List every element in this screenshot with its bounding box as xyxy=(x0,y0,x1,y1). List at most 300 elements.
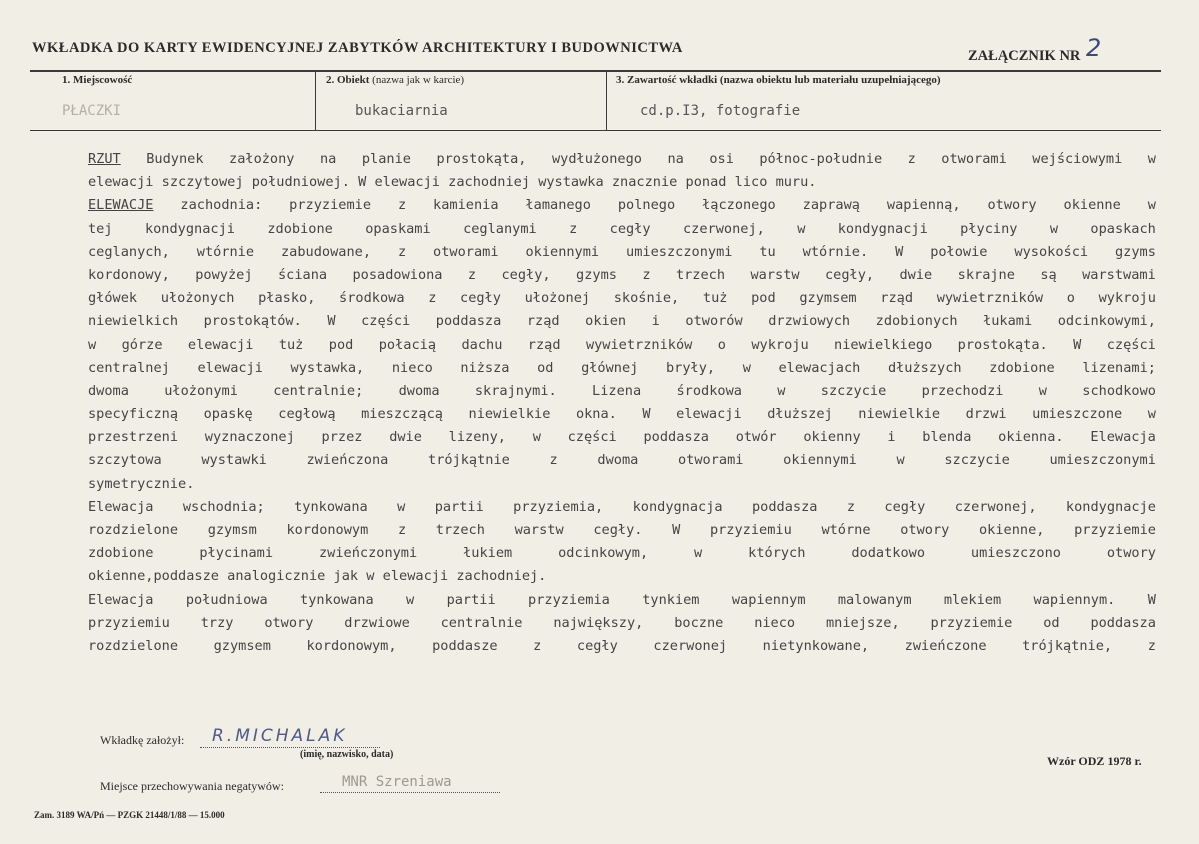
body-word: blenda xyxy=(922,429,972,446)
body-word: w xyxy=(366,568,383,585)
body-line xyxy=(88,589,1156,612)
body-word: o xyxy=(1066,290,1075,307)
body-word: trzy xyxy=(200,614,234,631)
body-word: W xyxy=(642,406,651,423)
body-word: pod xyxy=(751,290,776,307)
body-word: analogicznie xyxy=(227,568,334,585)
body-word: północ-południe xyxy=(759,151,883,167)
body-word: elewacji xyxy=(197,359,263,376)
body-word: w xyxy=(1049,220,1059,237)
body-line xyxy=(88,380,1156,403)
body-word: w xyxy=(1147,406,1156,423)
negatives-line xyxy=(320,792,500,793)
body-word: cegły xyxy=(884,498,926,515)
body-word: specyficzną xyxy=(88,406,179,423)
body-word: wystawka xyxy=(538,174,612,191)
body-word: prostokątów. xyxy=(203,313,302,330)
body-word: schodkowo xyxy=(1082,382,1156,399)
body-word: głównej xyxy=(581,359,639,376)
body-word: niewielkie xyxy=(468,406,551,423)
body-word: łamanego xyxy=(525,197,591,214)
form-model: Wzór ODZ 1978 r. xyxy=(1047,754,1142,768)
negatives-label: Miejsce przechowywania negatywów: xyxy=(100,779,284,793)
body-line xyxy=(88,542,1156,565)
body-word: w xyxy=(88,336,97,353)
body-word: centralnej xyxy=(88,359,170,376)
body-line xyxy=(88,241,1156,264)
body-word: płyciny xyxy=(960,220,1018,237)
top-rule xyxy=(30,70,1161,72)
body-word: w xyxy=(1147,151,1156,167)
body-word: kamienia xyxy=(433,197,499,214)
body-word: ułożonymi xyxy=(164,382,238,399)
body-word: szczycie xyxy=(944,452,1010,469)
body-word: cegły xyxy=(609,220,651,237)
body-line xyxy=(88,449,1156,472)
body-line xyxy=(88,171,1156,194)
body-line xyxy=(88,310,1156,333)
body-word: umieszczonymi xyxy=(626,243,733,260)
body-word: mieszczącą xyxy=(361,406,443,423)
body-word: drzwiowych xyxy=(768,313,851,330)
body-word: przestrzeni xyxy=(88,429,179,446)
body-word: W xyxy=(672,522,681,538)
body-word: elewacjach xyxy=(778,359,861,376)
body-word: południowej. xyxy=(251,174,359,191)
body-line xyxy=(88,565,1156,588)
body-word: dwoma xyxy=(398,382,440,399)
body-word: pod xyxy=(328,336,354,353)
body-word: otwory xyxy=(1106,545,1156,562)
body-word: wysokości xyxy=(1014,243,1089,260)
body-line xyxy=(88,148,1156,171)
body-word: z xyxy=(846,498,856,515)
body-word: umieszczono xyxy=(970,545,1061,562)
body-word: części xyxy=(1106,336,1156,353)
body-word: poddasze xyxy=(432,637,498,654)
body-word: o xyxy=(717,336,726,353)
body-word: ceglanymi xyxy=(463,220,537,237)
body-word: poddasza xyxy=(751,498,818,515)
body-word: tuż xyxy=(702,290,728,307)
body-word: rozdzielone xyxy=(88,637,179,654)
signature-value: R.MICHALAK xyxy=(212,726,348,746)
body-word: Elewacja xyxy=(1090,429,1156,446)
body-word: dwie xyxy=(389,429,422,446)
body-word: wystawka, xyxy=(290,359,365,376)
annex-number: 2 xyxy=(1086,34,1102,62)
body-word: warstw xyxy=(514,522,564,538)
body-word: okienne, xyxy=(978,522,1045,538)
content-note: (nazwa obiektu lub materiału uzupełniającego) xyxy=(719,74,941,86)
body-word: zdobione xyxy=(267,220,333,237)
annex-label xyxy=(968,34,1102,66)
body-word: z xyxy=(1147,637,1156,654)
body-word: symetrycznie. xyxy=(88,475,195,492)
body-word: Elewacja xyxy=(88,591,154,608)
body-word: części xyxy=(567,429,617,446)
column-divider-1 xyxy=(315,70,316,131)
body-word: od xyxy=(1043,614,1060,631)
body-word: poddasza xyxy=(643,429,709,446)
locality-label: 1. Miejscowość xyxy=(62,74,133,86)
body-word: przez xyxy=(321,429,363,446)
body-word: otworów xyxy=(685,313,743,330)
body-word: elewacji xyxy=(676,406,742,423)
body-word: nieco xyxy=(391,359,433,376)
body-word: kondygnacje xyxy=(1065,498,1156,515)
description-body xyxy=(88,148,1156,658)
body-word: na xyxy=(319,151,337,167)
body-word: zwieńczone xyxy=(904,637,987,654)
body-word: górze xyxy=(121,336,163,353)
body-word: umieszczone xyxy=(1032,406,1123,423)
body-line xyxy=(88,426,1156,449)
body-word: kondygnacja xyxy=(632,498,723,515)
body-word: W xyxy=(1147,591,1156,608)
body-word: niewielkich xyxy=(88,313,179,330)
body-word: drzwi xyxy=(965,406,1007,423)
body-word: z xyxy=(642,266,651,283)
body-word: połacią xyxy=(378,336,437,353)
body-word: niższa xyxy=(460,359,510,376)
body-word: odcinkowym, xyxy=(558,545,649,562)
body-word: przyziemia xyxy=(528,591,610,608)
body-word: elewacji xyxy=(88,174,162,191)
body-word: zabudowane, xyxy=(280,243,372,260)
body-word: wapiennym xyxy=(731,591,806,608)
body-line xyxy=(88,194,1156,217)
body-word: dwoma xyxy=(597,452,639,469)
signature-note: (imię, nazwisko, data) xyxy=(300,749,394,760)
body-word: bryły, xyxy=(665,359,716,376)
body-word: łukiem xyxy=(463,545,513,562)
body-line xyxy=(88,287,1156,310)
body-word: powyżej xyxy=(195,266,253,283)
body-word: drzwiowe xyxy=(344,614,410,631)
body-word: warstwami xyxy=(1082,266,1156,283)
body-word: okiennymi xyxy=(525,243,600,260)
body-word: kondygnacji xyxy=(144,220,235,237)
body-word: wtórnie. xyxy=(802,243,869,260)
body-word: umieszczonymi xyxy=(1049,452,1156,469)
body-word: rząd xyxy=(880,290,914,307)
body-word: skrajne xyxy=(957,266,1015,283)
body-word: od xyxy=(537,359,554,376)
body-word: osi xyxy=(709,151,734,167)
body-word: i xyxy=(887,429,896,446)
body-word: wykroju xyxy=(751,336,809,353)
body-word: wykroju xyxy=(1098,290,1156,307)
body-word: opaskę xyxy=(203,406,253,423)
body-word: niewielkie xyxy=(858,406,941,423)
body-word: wyznaczonej xyxy=(204,429,295,446)
body-line xyxy=(88,334,1156,357)
body-word: otwory xyxy=(900,522,950,538)
body-word: dwie xyxy=(899,266,933,283)
body-word: tynkiem xyxy=(642,591,700,608)
body-word: ponad xyxy=(685,174,735,191)
body-word: skrajnymi. xyxy=(474,382,557,399)
print-info: Zam. 3189 WA/Pń — PZGK 21448/1/88 — 15.000 xyxy=(34,810,225,820)
body-word: są xyxy=(1040,266,1057,283)
body-word: kordonowym xyxy=(286,522,369,538)
body-word: przyziemia, xyxy=(513,498,604,515)
body-word: otwór xyxy=(735,429,777,446)
locality-value: PŁACZKI xyxy=(62,103,122,119)
body-word: rozdzielone xyxy=(88,522,179,538)
body-word: zachodnia: xyxy=(180,197,263,214)
body-word: nieco xyxy=(754,614,796,631)
body-word: w xyxy=(896,452,905,469)
body-word: zdobione xyxy=(88,545,154,562)
body-word: ELEWACJE xyxy=(88,197,154,214)
body-word: tynkowana xyxy=(294,498,368,515)
body-word: okienne,poddasze xyxy=(88,568,228,585)
signature-label: Wkładkę założył: xyxy=(100,733,185,747)
body-word: gzymsem xyxy=(799,290,857,307)
body-word: posadowiona xyxy=(352,266,443,283)
body-word: lico xyxy=(734,174,776,191)
body-word: przyziemie xyxy=(1074,522,1156,538)
body-line xyxy=(88,635,1156,658)
body-word: gzymsm xyxy=(207,522,257,538)
content-label: 3. Zawartość wkładki xyxy=(616,74,718,86)
body-word: trójkątnie, xyxy=(1022,637,1113,654)
body-word: w xyxy=(797,220,806,237)
body-word: gzymsem xyxy=(213,637,271,654)
body-word: RZUT xyxy=(88,151,121,167)
body-word: szczytowa xyxy=(88,452,162,469)
body-word: otworami xyxy=(433,243,499,260)
object-label: 2. Obiekt xyxy=(326,74,370,86)
body-word: rząd xyxy=(527,336,561,353)
body-word: dwoma xyxy=(88,382,129,399)
body-word: z xyxy=(549,452,558,469)
body-word: otwory xyxy=(264,614,314,631)
body-line xyxy=(88,218,1156,241)
body-word: szczycie xyxy=(820,382,887,399)
body-word: w xyxy=(406,591,415,608)
body-word: których xyxy=(748,545,806,562)
form-title: WKŁADKA DO KARTY EWIDENCYJNEJ ZABYTKÓW ARCHITEKTURY I BUDOWNICTWA xyxy=(32,40,683,56)
body-line xyxy=(88,403,1156,426)
body-word: mlekiem xyxy=(943,591,1002,608)
body-word: prostokąta. xyxy=(957,336,1048,353)
body-word: zwieńczona xyxy=(306,452,389,469)
body-word: tej xyxy=(88,220,113,237)
body-word: wywietrzników xyxy=(585,336,693,353)
object-header xyxy=(326,74,464,86)
body-word: W xyxy=(1073,336,1082,353)
body-word: trzech xyxy=(435,522,485,538)
body-line xyxy=(88,473,1156,496)
body-word: główek xyxy=(88,290,138,307)
body-word: zwieńczonymi xyxy=(318,545,418,562)
body-word: znacznie xyxy=(611,174,686,191)
body-word: okna. xyxy=(575,406,617,423)
body-word: ułożonych xyxy=(160,290,235,307)
body-word: z xyxy=(397,243,407,260)
body-line xyxy=(88,496,1156,519)
body-word: cegły, xyxy=(501,266,551,283)
body-word: największy, xyxy=(553,614,644,631)
body-word: odcinkowymi, xyxy=(1057,313,1156,330)
body-word: poddasza xyxy=(1090,614,1156,631)
body-word: otworami xyxy=(941,151,1007,167)
body-word: z xyxy=(467,266,477,283)
body-word: przyziemie xyxy=(930,614,1013,631)
body-word: planie xyxy=(361,151,411,167)
body-word: warstw xyxy=(750,266,800,283)
body-word: Lizena xyxy=(592,382,642,399)
annex-label-text: ZAŁĄCZNIK NR xyxy=(968,48,1081,64)
body-word: z xyxy=(428,290,437,307)
body-word: przyziemie xyxy=(289,197,372,214)
body-word: ceglanych, xyxy=(88,243,170,260)
body-word: okiennymi xyxy=(783,452,857,469)
body-word: W xyxy=(358,174,375,191)
body-word: połowie xyxy=(930,243,988,260)
body-word: opaskami xyxy=(365,220,431,237)
body-word: prostokąta, xyxy=(436,151,527,167)
body-word: w xyxy=(694,545,703,562)
object-note: (nazwa jak w karcie) xyxy=(372,74,465,86)
body-word: boczne xyxy=(674,614,724,631)
body-word: trzech xyxy=(675,266,726,283)
body-word: kordonowym, xyxy=(306,637,397,654)
body-word: wywietrzników xyxy=(936,290,1044,307)
body-word: gzyms xyxy=(1115,243,1156,260)
body-word: W xyxy=(895,243,904,260)
body-word: lizenami; xyxy=(1082,359,1156,376)
body-word: skośnie, xyxy=(613,290,680,307)
body-word: elewacji xyxy=(374,174,449,191)
body-word: Budynek xyxy=(146,151,204,167)
body-word: cegły xyxy=(576,637,618,654)
body-word: środkowa xyxy=(676,382,742,399)
body-word: wapienną, xyxy=(886,197,961,214)
body-word: z xyxy=(533,637,542,654)
body-word: przechodzi xyxy=(921,382,1004,399)
body-word: i xyxy=(651,313,660,330)
body-word: lizeny, xyxy=(448,429,506,446)
body-word: południowa xyxy=(185,591,268,608)
body-word: cegłową xyxy=(278,406,336,423)
body-word: gzyms xyxy=(576,266,617,283)
body-word: w xyxy=(1147,197,1156,214)
body-word: z xyxy=(907,151,916,167)
body-word: dodatkowo xyxy=(851,545,926,562)
body-word: muru. xyxy=(775,174,817,191)
body-word: w xyxy=(742,359,751,376)
body-word: niewielkiego xyxy=(834,336,933,353)
body-word: w xyxy=(397,498,406,515)
body-word: mniejsze, xyxy=(825,614,900,631)
body-word: wydłużonego xyxy=(551,151,642,167)
body-word: części xyxy=(361,313,411,330)
body-word: ułożonej xyxy=(524,290,591,307)
body-word: cegły. xyxy=(593,522,643,538)
body-word: założony xyxy=(229,151,295,167)
body-word: rząd xyxy=(526,313,560,330)
body-word: łukami xyxy=(983,313,1033,330)
body-word: nietynkowane, xyxy=(762,637,870,654)
body-word: wtórnie xyxy=(196,243,255,260)
body-word: dachu xyxy=(461,336,503,353)
body-word: wapiennym. xyxy=(1033,591,1116,608)
body-word: wystawki xyxy=(201,452,267,469)
body-word: wschodnia; xyxy=(182,498,265,515)
body-word: na xyxy=(667,151,684,167)
body-word: malowanym xyxy=(837,591,912,608)
content-value: cd.p.I3, fotografie xyxy=(640,103,801,119)
body-word: tu xyxy=(759,243,776,260)
body-word: z xyxy=(397,197,407,214)
body-word: elewacji xyxy=(382,568,457,585)
body-word: okienna. xyxy=(998,429,1064,446)
body-word: partii xyxy=(434,498,484,515)
body-word: polnego xyxy=(617,197,676,214)
body-word: przyziemiu xyxy=(709,522,792,538)
body-word: płasko, xyxy=(258,290,316,307)
body-word: dłuższych xyxy=(887,359,962,376)
object-value: bukaciarnia xyxy=(355,103,448,119)
body-word: wejściowymi xyxy=(1032,151,1123,167)
locality-header xyxy=(62,74,132,86)
negatives-value: MNR Szreniawa xyxy=(342,774,452,790)
body-word: zachodniej. xyxy=(456,568,547,585)
body-word: opaskach xyxy=(1090,220,1156,237)
body-word: z xyxy=(397,522,407,538)
body-word: W xyxy=(327,313,336,330)
body-word: środkowa xyxy=(339,290,405,307)
body-word: jak xyxy=(333,568,367,585)
body-word: cegły xyxy=(460,290,501,307)
body-word: w xyxy=(1038,382,1047,399)
body-word: poddasza xyxy=(435,313,502,330)
body-word: tynkowana xyxy=(300,591,374,608)
body-word: płycinami xyxy=(199,545,274,562)
body-line xyxy=(88,264,1156,287)
body-word: szczytowej xyxy=(161,174,252,191)
body-line xyxy=(88,612,1156,635)
body-word: cegły, xyxy=(824,266,875,283)
body-word: wtórne xyxy=(821,522,871,538)
body-word: kordonowy, xyxy=(88,266,170,283)
body-word: przyziemiu xyxy=(88,614,170,631)
signature-line xyxy=(200,747,380,748)
body-word: Elewacja xyxy=(88,498,154,515)
header-bottom-rule xyxy=(30,130,1161,131)
body-word: czerwonej, xyxy=(682,220,765,237)
body-word: centralnie xyxy=(440,614,523,631)
body-word: zaprawą xyxy=(802,197,860,214)
body-word: dłuższej xyxy=(767,406,833,423)
body-word: okien xyxy=(585,313,627,330)
body-word: łączonego xyxy=(702,197,776,214)
body-word: w xyxy=(777,382,786,399)
body-word: kondygnacji xyxy=(837,220,928,237)
body-word: otworami xyxy=(677,452,744,469)
body-word: tuż xyxy=(278,336,304,353)
body-word: z xyxy=(569,220,578,237)
body-word: otwory xyxy=(987,197,1037,214)
body-word: okienne xyxy=(1063,197,1121,214)
body-word: centralnie; xyxy=(273,382,364,399)
body-word: w xyxy=(532,429,541,446)
body-word: elewacji xyxy=(187,336,254,353)
